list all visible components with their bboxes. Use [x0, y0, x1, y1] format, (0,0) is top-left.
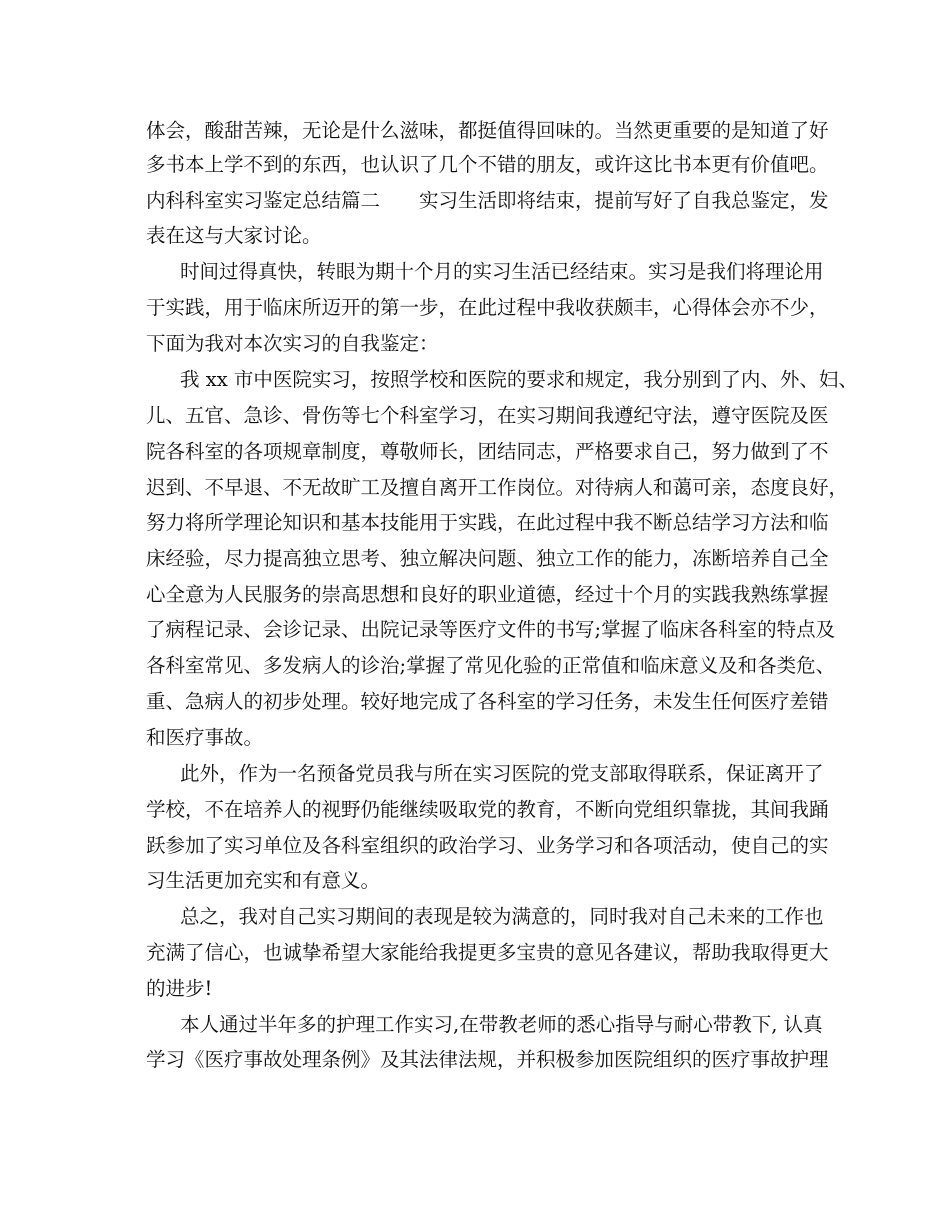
paragraph-first-line: 总之，我对自己实习期间的表现是较为满意的，同时我对自己未来的工作也 [180, 905, 824, 928]
text-line: 多书本上学不到的东西，也认识了几个不错的朋友，或许这比书本更有价值吧。 [146, 153, 829, 176]
paragraph-first-line: 此外，作为一名预备党员我与所在实习医院的党支部取得联系，保证离开了 [180, 762, 824, 785]
text-line: 于实践，用于临床所迈开的第一步，在此过程中我收获颇丰，心得体会亦不少， [146, 296, 829, 319]
text-line: 努力将所学理论知识和基本技能用于实践，在此过程中我不断总结学习方法和临 [146, 511, 829, 534]
text-line: 迟到、不早退、不无故旷工及擅自离开工作岗位。对待病人和蔼可亲，态度良好， [146, 476, 849, 499]
text-line: 重、急病人的初步处理。较好地完成了各科室的学习任务，未发生任何医疗差错 [146, 690, 829, 713]
text-line: 充满了信心，也诚挚希望大家能给我提更多宝贵的意见各建议，帮助我取得更大 [146, 941, 829, 964]
text-line: 和医疗事故。 [146, 726, 264, 749]
text-line: 各科室常见、多发病人的诊治;掌握了常见化验的正常值和临床意义及和各类危、 [146, 654, 836, 677]
text-line: 体会，酸甜苦辣，无论是什么滋味，都挺值得回味的。当然更重要的是知道了好 [146, 119, 829, 142]
text-line: 下面为我对本次实习的自我鉴定： [146, 332, 439, 355]
text-line: 跃参加了实习单位及各科室组织的政治学习、业务学习和各项活动，使自己的实 [146, 834, 829, 857]
paragraph-first-line: 我 xx 市中医院实习，按照学校和医院的要求和规定，我分别到了内、外、妇、 [180, 368, 858, 391]
text-line: 心全意为人民服务的崇高思想和良好的职业道德，经过十个月的实践我熟练掌握 [146, 583, 829, 606]
text-line: 院各科室的各项规章制度，尊敬师长，团结同志，严格要求自己，努力做到了不 [146, 440, 829, 463]
text-line: 学习《医疗事故处理条例》及其法律法规，并积极参加医院组织的医疗事故护理 [146, 1048, 829, 1071]
text-line: 儿、五官、急诊、骨伤等七个科室学习，在实习期间我遵纪守法，遵守医院及医 [146, 404, 829, 427]
section-heading-line: 内科科室实习鉴定总结篇二 实习生活即将结束，提前写好了自我总鉴定，发 [146, 189, 829, 212]
paragraph-first-line: 时间过得真快，转眼为期十个月的实习生活已经结束。实习是我们将理论用 [180, 260, 824, 283]
text-line: 习生活更加充实和有意义。 [146, 869, 381, 892]
text-line: 了病程记录、会诊记录、出院记录等医疗文件的书写;掌握了临床各科室的特点及 [146, 618, 836, 641]
text-line: 学校，不在培养人的视野仍能继续吸取党的教育，不断向党组织靠拢，其间我踊 [146, 798, 829, 821]
text-line: 表在这与大家讨论。 [146, 224, 322, 247]
text-line: 的进步! [146, 977, 213, 1000]
text-line: 床经验，尽力提高独立思考、独立解决问题、独立工作的能力，冻断培养自己全 [146, 547, 829, 570]
paragraph-first-line: 本人通过半年多的护理工作实习,在带教老师的悉心指导与耐心带教下, 认真 [180, 1013, 823, 1036]
